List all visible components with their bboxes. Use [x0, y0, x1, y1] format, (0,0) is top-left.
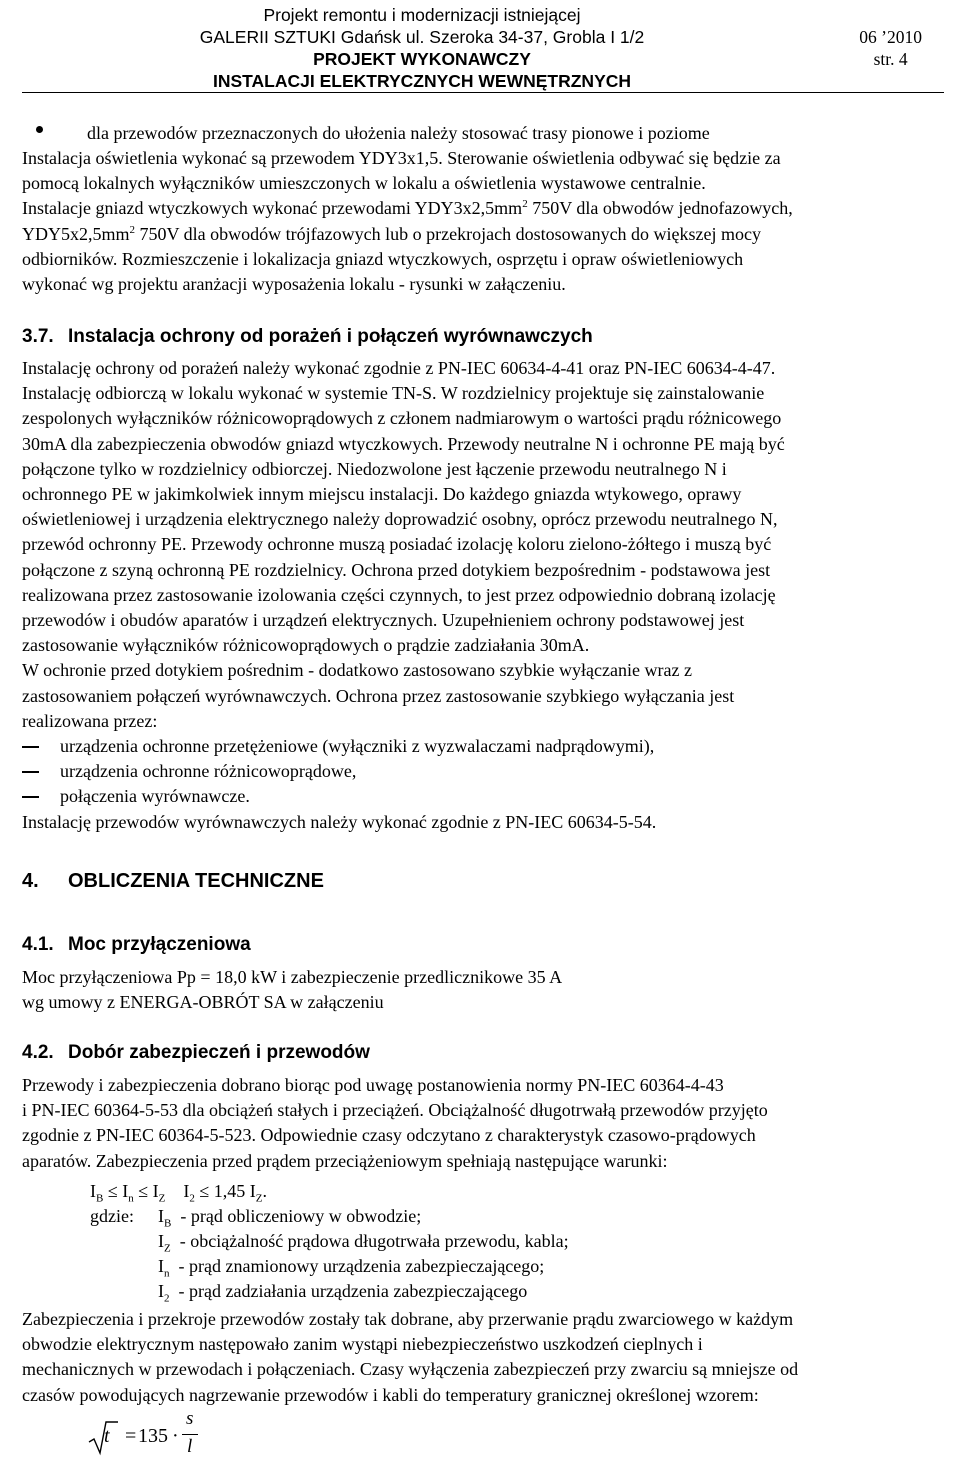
section-3-7-closing [22, 810, 942, 835]
header-line-3: PROJEKT WYKONAWCZY [313, 49, 531, 69]
paragraph-line: realizowana przez zastosowanie izolowania części czynnych, to jest przez odpowiednio dobraną izolację [22, 584, 776, 605]
operator: ≤ [138, 1181, 149, 1201]
paragraph-line: wg umowy z ENERGA-OBRÓT SA w załączeniu [22, 992, 384, 1013]
section-number: 3.7. [22, 326, 54, 347]
paragraph-line: Instalację odbiorczą w lokalu wykonać w systemie TN-S. W rozdzielnicy projektuje się zainstalowanie [22, 383, 765, 404]
definition-text: - obciążalność prądowa długotrwała przewodu, kabla; [179, 1231, 569, 1251]
subscript: Z [255, 1192, 263, 1205]
intro-line-part: 750V dla obwodów trójfazowych lub o przekrojach dostosowanych do większej mocy [135, 223, 762, 244]
header-page-number: str. 4 [873, 49, 908, 69]
protection-list [22, 734, 654, 810]
list-item-text: połączenia wyrównawcze. [60, 786, 250, 807]
operator: ≤ [199, 1181, 210, 1201]
definitions-label [90, 1206, 134, 1227]
intro-line-part: Instalacje gniazd wtyczkowych wykonać przewodami YDY3x2,5mm [22, 198, 523, 219]
fraction-bar [182, 1434, 198, 1435]
paragraph-line: mechanicznych w przewodach i połączeniach. Czasy wyłączenia zabezpieczeń przy zwarciu są mniejsze od [22, 1359, 799, 1380]
section-title: Instalacja ochrony od porażeń i połączeń wyrównawczych [68, 326, 593, 347]
formula-dot: · [172, 1425, 179, 1447]
page-header [22, 4, 944, 93]
definition-text: - prąd znamionowy urządzenia zabezpieczającego; [178, 1256, 545, 1276]
section-number: 4.1. [22, 934, 54, 955]
header-line-1: Projekt remontu i modernizacji istniejącej [263, 5, 581, 25]
definition-text: - prąd obliczeniowy w obwodzie; [180, 1206, 422, 1226]
bullet-text: dla przewodów przeznaczonych do ułożenia należy stosować trasy pionowe i poziome [87, 123, 710, 143]
paragraph-line: Zabezpieczenia i przekroje przewodów zostały tak dobrane, aby przerwanie prądu zwarciowego w każdym [22, 1309, 794, 1329]
formula-denominator: l [187, 1436, 193, 1457]
intro-line: wykonać wg projektu aranżacji wyposażenia lokalu - rysunki w załączeniu. [22, 274, 566, 295]
list-item [22, 784, 654, 809]
paragraph-line: 30mA dla zabezpieczenia obwodów gniazd wtyczkowych. Przewody neutralne N i ochronne PE mają być [22, 433, 785, 454]
paragraph-line: Moc przyłączeniowa Pp = 18,0 kW i zabezpieczenie przedlicznikowe 35 A [22, 967, 563, 987]
symbol: I [158, 1256, 164, 1276]
section-title: Dobór zabezpieczeń i przewodów [68, 1042, 370, 1063]
paragraph-line: zespolonych wyłączników różnicowoprądowych z członem nadmiarowym o wartości prądu różnicowego [22, 408, 782, 429]
period: . [262, 1181, 267, 1201]
dash-icon [22, 796, 39, 798]
definition-row [158, 1281, 528, 1305]
symbol: I [152, 1181, 159, 1201]
list-item [22, 759, 654, 784]
paragraph-line: czasów powodujących nagrzewanie przewodów i kabli do temperatury granicznej określonej wzorem: [22, 1384, 759, 1405]
definition-row [158, 1231, 569, 1255]
symbol: I [90, 1181, 96, 1201]
section-4-2-closing [22, 1307, 942, 1408]
subscript: n [164, 1267, 170, 1280]
section-number: 4. [22, 870, 39, 892]
superscript: 2 [129, 223, 135, 236]
paragraph-line: przewodów i obudów aparatów i urządzeń elektrycznych. Uzupełnieniem ochrony podstawowej jest [22, 610, 745, 631]
short-circuit-formula [88, 1408, 248, 1463]
subscript: Z [164, 1242, 171, 1255]
paragraph-line: połączone z szyną ochronną PE rozdzielnicy. Ochrona przed dotykiem bezpośrednim - podstawowa jest [22, 559, 771, 580]
list-item [22, 734, 654, 759]
symbol: I [183, 1181, 190, 1201]
symbol: I [158, 1206, 164, 1226]
section-3-7-heading [22, 326, 593, 348]
paragraph-line: zastosowanie wyłączników różnicowoprądowych o prądzie zadziałania 30mA. [22, 635, 590, 656]
sqrt-sign [88, 1420, 118, 1456]
operator: ≤ [107, 1181, 118, 1201]
paragraph-line: oświetleniowej i urządzenia elektrycznego należy doprowadzić osobny, oprócz przewodu neutralnego N, [22, 509, 778, 530]
bullet-icon [36, 126, 43, 133]
superscript: 2 [522, 198, 528, 211]
symbol: I [122, 1181, 129, 1201]
paragraph-line: Instalację ochrony od porażeń należy wykonać zgodnie z PN-IEC 60634-4-41 oraz PN-IEC 60634-4-47. [22, 358, 776, 378]
paragraph-line: Instalację przewodów wyrównawczych należy wykonać zgodnie z PN-IEC 60634-5-54. [22, 812, 657, 832]
paragraph-line: i PN-IEC 60364-5-53 dla obciążeń stałych i przeciążeń. Obciążalność długotrwałą przewodów przyjęto [22, 1100, 768, 1121]
dash-icon [22, 746, 39, 748]
list-item-text: urządzenia ochronne różnicowoprądowe, [60, 761, 357, 782]
intro-line: pomocą lokalnych wyłączników umieszczonych w lokalu a oświetlenia wystawowe centralnie. [22, 173, 706, 194]
header-meta [859, 26, 922, 70]
intro-line: Instalacja oświetlenia wykonać są przewodem YDY3x1,5. Sterowanie oświetlenia odbywać się będzie za [22, 148, 781, 168]
symbol: I [158, 1281, 164, 1301]
section-4-2-body [22, 1073, 942, 1174]
paragraph-line: W ochronie przed dotykiem pośrednim - dodatkowo zastosowano szybkie wyłączanie wraz z [22, 660, 692, 681]
definition-row [158, 1256, 545, 1280]
subscript: n [128, 1192, 134, 1205]
section-3-7-body [22, 356, 942, 734]
where-label: gdzie: [90, 1206, 134, 1226]
formula-equals: = [125, 1425, 137, 1447]
header-title-block [22, 4, 822, 92]
paragraph-line: realizowana przez: [22, 710, 158, 731]
symbol: I [158, 1231, 164, 1251]
paragraph-line: ochronnego PE w jakimkolwiek innym miejscu instalacji. Do każdego gniazda wtykowego, oprawy [22, 484, 742, 505]
header-line-2: GALERII SZTUKI Gdańsk ul. Szeroka 34-37, Grobla I 1/2 [199, 27, 645, 47]
subscript: 2 [164, 1292, 170, 1305]
section-title: OBLICZENIA TECHNICZNE [68, 870, 324, 892]
header-line-4: INSTALACJI ELEKTRYCZNYCH WEWNĘTRZNYCH [212, 71, 632, 91]
paragraph-line: Przewody i zabezpieczenia dobrano biorąc pod uwagę postanowienia normy PN-IEC 60364-4-43 [22, 1075, 724, 1095]
section-number: 4.2. [22, 1042, 54, 1063]
coefficient: 1,45 [213, 1181, 246, 1201]
section-4-1-body [22, 965, 942, 1015]
intro-line-part: YDY5x2,5mm [22, 223, 130, 244]
subscript: Z [158, 1192, 166, 1205]
section-4-1-heading [22, 934, 251, 956]
paragraph-line: przewód ochronny PE. Przewody ochronne muszą posiadać izolację koloru zielono-żółtego i muszą być [22, 534, 772, 555]
paragraph-line: aparatów. Zabezpieczenia przed prądem przeciążeniowym spełniają następujące warunki: [22, 1150, 668, 1171]
intro-line [22, 196, 942, 221]
section-title: Moc przyłączeniowa [68, 934, 251, 955]
definition-row [158, 1206, 422, 1230]
paragraph-line: obwodzie elektrycznym następowało zanim wystąpi niebezpieczeństwo uszkodzeń cieplnych i [22, 1334, 703, 1355]
intro-paragraph [22, 146, 942, 297]
list-item-text: urządzenia ochronne przetężeniowe (wyłączniki z wyzwalaczami nadprądowymi), [60, 736, 655, 756]
header-date: 06 ’2010 [859, 27, 922, 47]
paragraph-line: zgodnie z PN-IEC 60364-5-523. Odpowiednie czasy odczytano z charakterystyk czasowo-prądowych [22, 1125, 756, 1146]
symbol: I [249, 1181, 256, 1201]
paragraph-line: zastosowaniem połączeń wyrównawczych. Ochrona przez zastosowanie szybkiego wyłączania jest [22, 685, 735, 706]
dash-icon [22, 771, 39, 773]
subscript: B [96, 1192, 104, 1205]
formula-constant: 135 [138, 1425, 168, 1447]
intro-line: odbiorników. Rozmieszczenie i lokalizacja gniazd wtyczkowych, osprzętu i opraw oświetleniowych [22, 248, 744, 269]
subscript: B [164, 1217, 172, 1230]
formula-t: t [104, 1425, 110, 1447]
intro-line-part: 750V dla obwodów jednofazowych, [527, 198, 793, 219]
section-4-heading [22, 870, 324, 893]
overload-condition [90, 1181, 267, 1205]
intro-line [22, 222, 942, 247]
formula-numerator: s [186, 1408, 194, 1429]
subscript: 2 [189, 1192, 195, 1205]
section-4-2-heading [22, 1042, 370, 1064]
paragraph-line: połączone tylko w rozdzielnicy odbiorczej. Niedozwolone jest łączenie przewodu neutralnego N i [22, 458, 727, 479]
bullet-item [87, 121, 937, 146]
definition-text: - prąd zadziałania urządzenia zabezpieczającego [178, 1281, 528, 1301]
